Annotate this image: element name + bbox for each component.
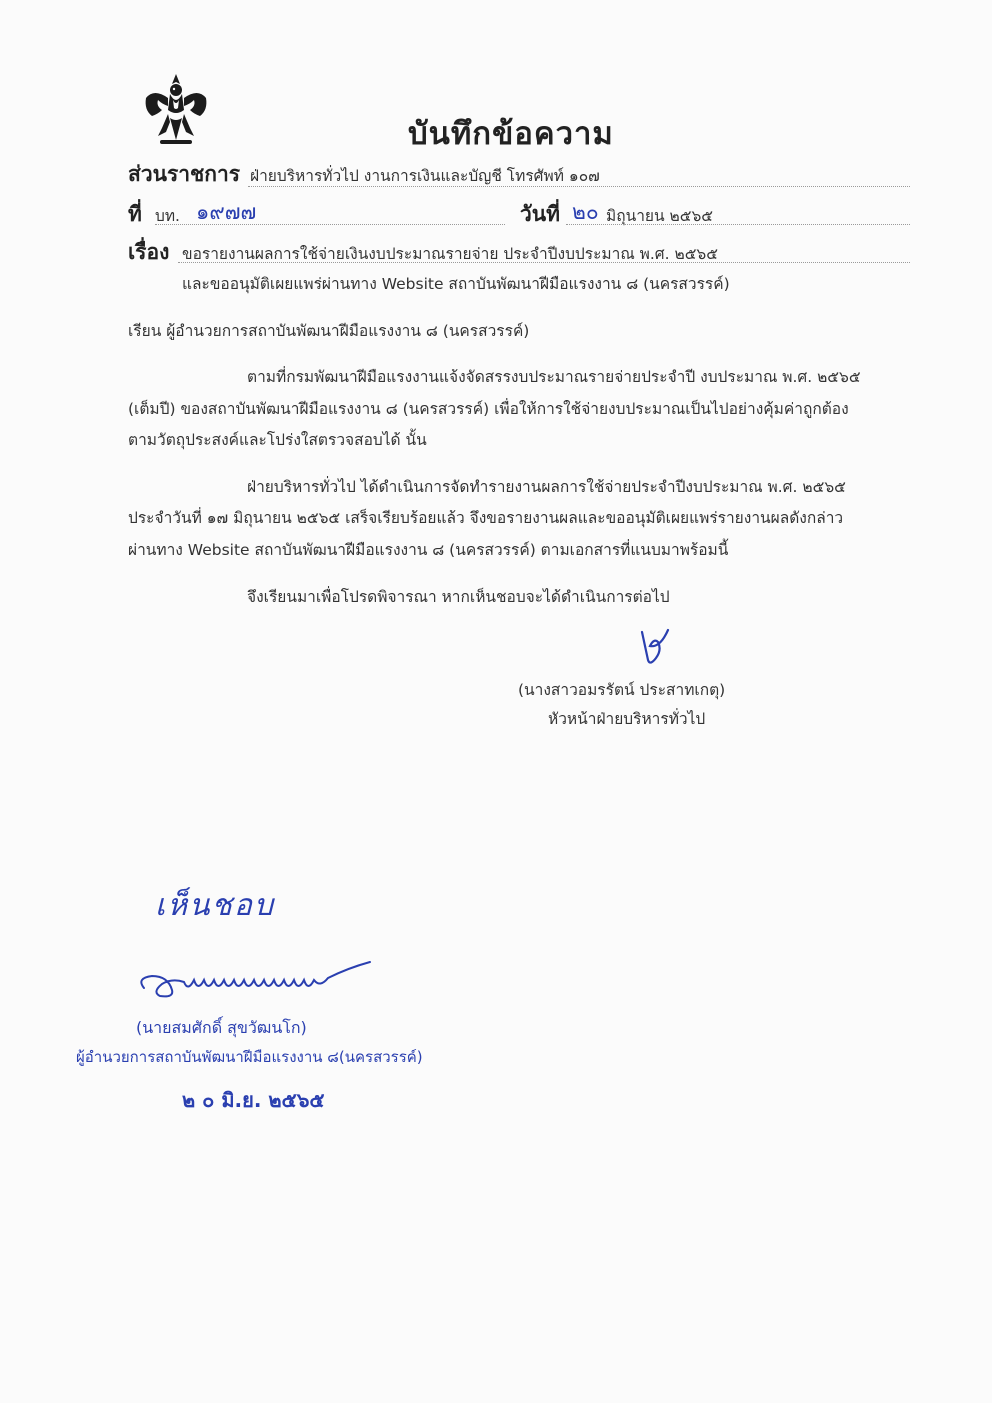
paragraph-1-line-2: (เต็มปี) ของสถาบันพัฒนาฝีมือแรงงาน ๘ (นครสวรรค์) เพื่อให้การใช้จ่ายงบประมาณเป็นไปอย่างคุ้มค่าถูกต้อง <box>128 400 849 418</box>
director-signature-icon <box>138 958 378 1006</box>
paragraph-1-line-3: ตามวัตถุประสงค์และโปร่งใสตรวจสอบได้ นั้น <box>128 431 427 449</box>
signer-name: (นางสาวอมรรัตน์ ประสาทเกตุ) <box>518 681 726 699</box>
memo-heading: บันทึกข้อความ <box>408 116 614 152</box>
director-position: ผู้อำนวยการสถาบันพัฒนาฝีมือแรงงาน ๘(นครสวรรค์) <box>76 1048 423 1066</box>
salutation: เรียน ผู้อำนวยการสถาบันพัฒนาฝีมือแรงงาน ๘ (นครสวรรค์) <box>128 322 530 340</box>
closing-line: จึงเรียนมาเพื่อโปรดพิจารณา หากเห็นชอบจะได้ดำเนินการต่อไป <box>247 588 670 606</box>
subject-label: เรื่อง <box>128 240 170 264</box>
subject-line-2: และขออนุมัติเผยแพร่ผ่านทาง Website สถาบันพัฒนาฝีมือแรงงาน ๘ (นครสวรรค์) <box>182 275 730 293</box>
approval-date-stamp: ๒ ๐ มิ.ย. ๒๕๖๕ <box>182 1088 325 1112</box>
doc-number-dotted-line <box>155 224 505 225</box>
doc-number-prefix: บท. <box>155 207 180 225</box>
agency-label: ส่วนราชการ <box>128 162 241 186</box>
paragraph-1-line-1: ตามที่กรมพัฒนาฝีมือแรงงานแจ้งจัดสรรงบประมาณรายจ่ายประจำปี งบประมาณ พ.ศ. ๒๕๖๕ <box>247 368 861 386</box>
date-label: วันที่ <box>520 202 560 226</box>
agency-dotted-line <box>248 186 910 187</box>
date-dotted-line <box>566 224 910 225</box>
subject-line-1: ขอรายงานผลการใช้จ่ายเงินงบประมาณรายจ่าย ประจำปีงบประมาณ พ.ศ. ๒๕๖๕ <box>182 245 718 263</box>
paragraph-2-line-3: ผ่านทาง Website สถาบันพัฒนาฝีมือแรงงาน ๘ (นครสวรรค์) ตามเอกสารที่แนบมาพร้อมนี้ <box>128 541 729 559</box>
date-day-handwritten: ๒๐ <box>572 200 599 224</box>
paragraph-2-line-1: ฝ่ายบริหารทั่วไป ได้ดำเนินการจัดทำรายงานผลการใช้จ่ายประจำปีงบประมาณ พ.ศ. ๒๕๖๕ <box>247 478 846 496</box>
approval-note-handwritten: เห็นชอบ <box>155 888 275 923</box>
subject-dotted-line <box>178 262 910 263</box>
doc-number-handwritten: ๑๙๗๗ <box>196 200 257 224</box>
signer-position: หัวหน้าฝ่ายบริหารทั่วไป <box>548 710 706 728</box>
garuda-emblem-icon <box>140 70 212 150</box>
date-month-year: มิถุนายน ๒๕๖๕ <box>606 207 714 225</box>
director-name: (นายสมศักดิ์ สุขวัฒนโก) <box>136 1018 307 1037</box>
doc-number-label: ที่ <box>128 202 142 226</box>
agency-value: ฝ่ายบริหารทั่วไป งานการเงินและบัญชี โทรศัพท์ ๑๐๗ <box>250 167 600 185</box>
paragraph-2-line-2: ประจำวันที่ ๑๗ มิถุนายน ๒๕๖๕ เสร็จเรียบร้อยแล้ว จึงขอรายงานผลและขออนุมัติเผยแพร่รายงานผลดังกล่าว <box>128 509 844 527</box>
signer-signature-icon <box>632 624 682 674</box>
